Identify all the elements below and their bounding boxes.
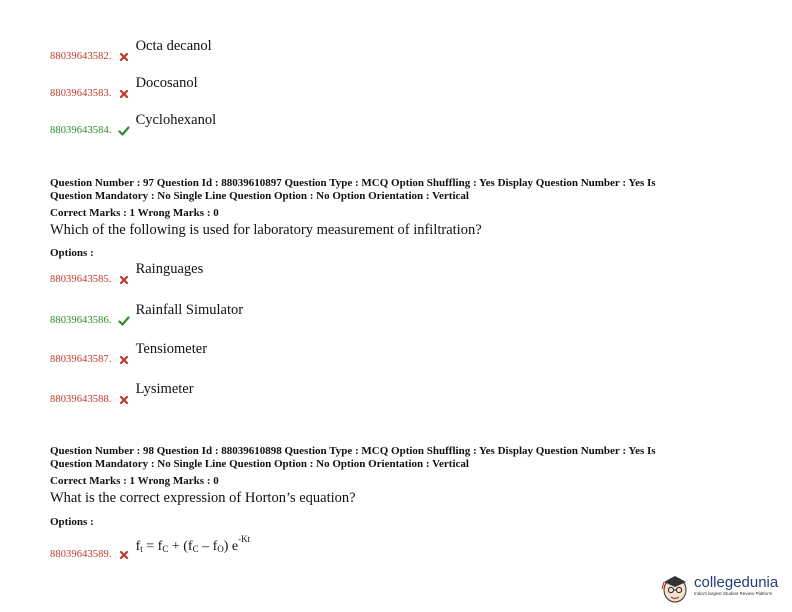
option-id: 88039643584. — [50, 125, 112, 136]
option-id: 88039643587. — [50, 354, 112, 365]
question-meta-line: Question Number : 97 Question Id : 88039610897 Question Type : MCQ Option Shuffling : Yes Display Question Number : Yes Is — [50, 177, 656, 189]
option-id: 88039643585. — [50, 274, 112, 285]
option-id: 88039643583. — [50, 88, 112, 99]
cross-icon — [118, 354, 130, 366]
cross-icon — [118, 88, 130, 100]
option-row — [50, 534, 251, 562]
option-id: 88039643582. — [50, 51, 112, 62]
cross-icon — [118, 394, 130, 406]
option-text: Rainfall Simulator — [135, 302, 244, 318]
question-meta-line: Question Mandatory : No Single Line Question Option : No Option Orientation : Vertical — [50, 190, 469, 202]
option-row — [50, 341, 208, 367]
check-icon — [118, 125, 130, 137]
logo-tagline: India's largest Student Review Platform — [694, 591, 773, 596]
option-text: Lysimeter — [135, 381, 194, 397]
question-text: Which of the following is used for laboratory measurement of infiltration? — [50, 222, 482, 238]
option-row — [50, 381, 194, 407]
options-label: Options : — [50, 516, 94, 528]
options-label: Options : — [50, 247, 94, 259]
option-row — [50, 38, 212, 64]
option-row — [50, 261, 204, 287]
collegedunia-logo — [660, 566, 786, 606]
question-meta — [50, 177, 740, 203]
option-text: Rainguages — [135, 261, 204, 277]
option-text: Octa decanol — [135, 38, 212, 54]
option-id: 88039643589. — [50, 549, 112, 560]
question-marks: Correct Marks : 1 Wrong Marks : 0 — [50, 207, 219, 219]
question-meta — [50, 445, 740, 471]
logo-name: collegedunia — [694, 574, 779, 591]
option-row — [50, 302, 244, 328]
mascot-icon — [660, 569, 690, 603]
option-row — [50, 75, 198, 101]
horton-equation: $f_t = f_C + (f_C - f_O)$ $e^{-Kt}$ — [135, 534, 251, 554]
question-meta-line: Question Number : 98 Question Id : 88039610898 Question Type : MCQ Option Shuffling : Yes Display Question Number : Yes Is — [50, 445, 656, 457]
question-text: What is the correct expression of Horton’s equation? — [50, 490, 356, 506]
cross-icon — [118, 549, 130, 561]
question-meta-line: Question Mandatory : No Single Line Question Option : No Option Orientation : Vertical — [50, 458, 469, 470]
option-text: Cyclohexanol — [135, 112, 217, 128]
check-icon — [118, 315, 130, 327]
option-id: 88039643586. — [50, 315, 112, 326]
option-id: 88039643588. — [50, 394, 112, 405]
cross-icon — [118, 274, 130, 286]
option-text: Tensiometer — [135, 341, 208, 357]
option-text: Docosanol — [135, 75, 198, 91]
option-row — [50, 112, 217, 138]
cross-icon — [118, 51, 130, 63]
question-marks: Correct Marks : 1 Wrong Marks : 0 — [50, 475, 219, 487]
